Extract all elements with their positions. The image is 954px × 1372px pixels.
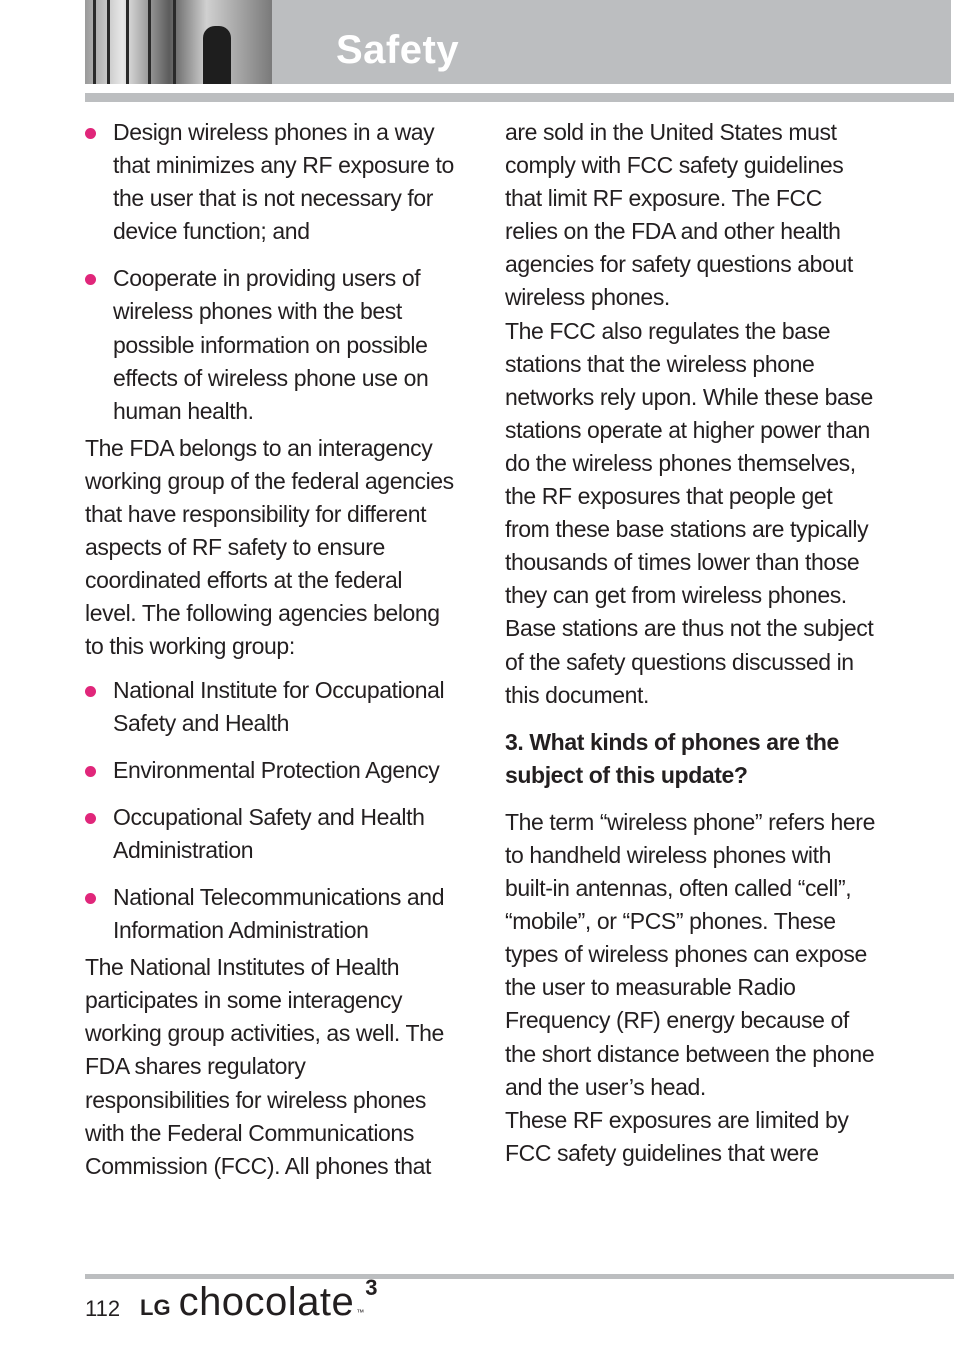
page-number: 112 — [85, 1296, 121, 1321]
paragraph: are sold in the United States must comply with FCC safety guidelines that limit RF exposure. The FCC relies on the FDA and other health agencies for safety questions about wireless phones. — [505, 119, 853, 311]
page-title: Safety — [336, 28, 460, 72]
header-divider — [85, 93, 954, 102]
section-heading: 3. What kinds of phones are the subject of this update? — [505, 728, 839, 788]
paragraph: The FDA belongs to an interagency working group of the federal agencies that have responsibility for different aspects of RF safety to ensure coordinated efforts at the federal level. The following agencies belong to this working group: — [85, 434, 454, 660]
list-item — [85, 881, 455, 947]
photo-stripe — [126, 0, 129, 84]
logo-trademark: ™ — [356, 1308, 365, 1317]
paragraph: These RF exposures are limited by FCC safety guidelines that were — [505, 1106, 849, 1166]
bullet-dot-icon — [85, 128, 96, 139]
paragraph: The National Institutes of Health participates in some interagency working group activities, as well. The FDA shares regulatory responsibilities for wireless phones with the Federal Communications Commission (FCC). All phones that — [85, 954, 444, 1179]
bullet-text: Occupational Safety and Health Administration — [113, 803, 425, 863]
list-item — [85, 801, 455, 867]
photo-figure — [203, 26, 231, 84]
photo-stripe — [93, 0, 96, 84]
bullet-dot-icon — [85, 274, 96, 285]
bullet-dot-icon — [85, 766, 96, 777]
list-item — [85, 754, 455, 787]
bullet-text: Design wireless phones in a way that minimizes any RF exposure to the user that is not necessary for device function; and — [113, 119, 454, 245]
bullet-dot-icon — [85, 686, 96, 697]
list-item — [85, 674, 455, 740]
photo-stripe — [173, 0, 176, 84]
paragraph: The FCC also regulates the base stations that the wireless phone networks rely upon. While these base stations operate at higher power than do the wireless phones themselves, the RF exposures that people get from these base stations are typically thousands of times lower than those they can get from wireless phones. Base stations are thus not the subject of the safety questions discussed in this document. — [505, 317, 874, 708]
bullet-dot-icon — [85, 813, 96, 824]
list-item — [85, 116, 455, 248]
left-column — [85, 116, 455, 1183]
bullet-text: Cooperate in providing users of wireless phones with the best possible information on possible effects of wireless phone use on human health. — [113, 265, 429, 424]
logo-version: 3 — [365, 1275, 378, 1300]
logo-brand: LG — [140, 1295, 171, 1320]
bullet-dot-icon — [85, 893, 96, 904]
bullet-text: Environmental Protection Agency — [113, 756, 440, 783]
product-logo — [140, 1275, 378, 1328]
bullet-text: National Telecommunications and Information Administration — [113, 883, 445, 944]
photo-stripe — [107, 0, 110, 84]
photo-stripe — [148, 0, 151, 84]
paragraph: The term “wireless phone” refers here to handheld wireless phones with built-in antennas, often called “cell”, “mobile”, or “PCS” phones. These types of wireless phones can expose the user to measurable Radio Frequency (RF) energy because of the short distance between the phone and the user’s head. — [505, 808, 875, 1100]
footer-divider — [85, 1274, 954, 1279]
bullet-text: National Institute for Occupational Safety and Health — [113, 676, 445, 736]
header-photo — [85, 0, 272, 84]
logo-product: chocolate — [178, 1280, 355, 1324]
right-column — [505, 116, 875, 1170]
list-item — [85, 262, 455, 427]
